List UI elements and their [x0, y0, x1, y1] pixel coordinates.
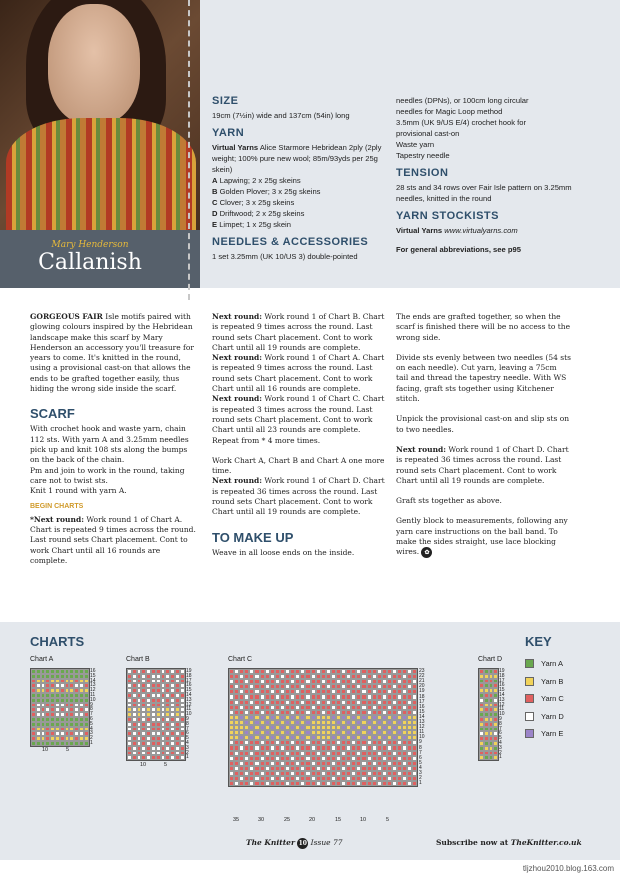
chart-a-label: Chart A — [30, 656, 54, 663]
scarf-heading: SCARF — [30, 406, 75, 422]
swatch — [525, 677, 534, 686]
row-number: 12 — [90, 687, 96, 694]
swatch — [525, 694, 534, 703]
row-number: 4 — [419, 764, 422, 771]
row-number: 14 — [90, 677, 96, 684]
column-3 — [396, 312, 571, 568]
key-heading: KEY — [525, 634, 552, 649]
row-number: 6 — [419, 754, 422, 761]
column-1 — [30, 312, 198, 576]
row-number: 12 — [499, 701, 505, 708]
row-number: 7 — [499, 725, 502, 732]
row-number: 2 — [186, 749, 189, 756]
column-number: 15 — [335, 817, 342, 823]
row-number: 6 — [186, 730, 189, 737]
chart-d-label: Chart D — [478, 656, 503, 663]
swatch — [525, 729, 534, 738]
row-number: 17 — [419, 698, 425, 705]
yarn-item: B Golden Plover; 3 x 25g skeins — [212, 187, 321, 196]
row-number: 21 — [419, 678, 425, 685]
key-item: Yarn B — [525, 673, 564, 691]
footer — [0, 838, 620, 876]
column-2 — [212, 312, 387, 568]
tension-text: 28 sts and 34 rows over Fair Isle pattern on 3.25mm needles, knitted in the round — [396, 183, 572, 203]
row-number: 1 — [499, 754, 502, 761]
row-number: 7 — [186, 725, 189, 732]
row-number: 16 — [419, 703, 425, 710]
yarn-item: C Clover; 3 x 25g skeins — [212, 198, 295, 207]
row-number: 8 — [90, 706, 93, 713]
key-item: Yarn E — [525, 725, 564, 743]
row-number: 4 — [90, 725, 93, 732]
row-number: 10 — [90, 696, 96, 703]
chart-b-grid — [126, 668, 186, 761]
make-up-para: Weave in all loose ends on the inside. — [212, 547, 355, 557]
chart-cell — [493, 755, 498, 760]
key-item: Yarn D — [525, 708, 564, 726]
work-charts-para: Work Chart A, Chart B and Chart A one more time. — [212, 455, 385, 476]
row-number: 5 — [90, 720, 93, 727]
charts-panel — [0, 622, 620, 860]
scarf-para: Knit 1 round with yarn A. — [30, 486, 127, 496]
row-number: 17 — [499, 677, 505, 684]
graft-para: Graft sts together as above. — [396, 496, 502, 506]
column-number: 5 — [386, 817, 390, 823]
swatch — [525, 712, 534, 721]
pattern-title: Callanish — [38, 250, 142, 275]
needles-line: needles (DPNs), or 100cm long circular — [396, 96, 529, 105]
row-number: 1 — [186, 754, 189, 761]
row-number: 9 — [186, 716, 189, 722]
row-number: 15 — [419, 708, 425, 715]
row-number: 9 — [90, 701, 93, 708]
make-up-heading: TO MAKE UP — [212, 529, 294, 545]
row-number: 16 — [499, 682, 505, 689]
row-number: 11 — [90, 692, 96, 698]
grafted-para: The ends are grafted together, so when the scarf is finished there will be no access to the wrong side. — [396, 312, 571, 342]
row-number: 19 — [499, 668, 505, 674]
row-number: 5 — [499, 735, 502, 742]
chart-a-grid — [30, 668, 90, 747]
row-number: 11 — [419, 729, 425, 736]
swatch — [525, 659, 534, 668]
row-number: 2 — [419, 775, 422, 782]
chart-c-grid — [228, 668, 418, 787]
row-number: 13 — [499, 696, 505, 703]
chart-cell — [412, 781, 417, 786]
chart-b-label: Chart B — [126, 656, 150, 663]
row-number: 9 — [499, 716, 502, 722]
chart-b-para: Next round: Work round 1 of Chart B. Chart is repeated 9 times across the round. Last round sets Chart placement. Cont to work Chart until all 19 rounds are complete. — [212, 312, 385, 352]
divide-para: Divide sts evenly between two needles (54 sts on each needle). Cut yarn, leaving a 75cm tail and thread the tapestry needle. With WS facing, graft sts together using Kitchener stitch. — [396, 352, 571, 404]
row-number: 10 — [499, 711, 505, 718]
column-number: 10 — [140, 762, 147, 768]
title-band — [0, 230, 200, 288]
stockists-text: Virtual Yarns www.virtualyarns.com — [396, 226, 518, 235]
row-number: 6 — [499, 730, 502, 737]
key-legend — [525, 634, 564, 743]
size-heading: SIZE — [212, 95, 239, 107]
row-number: 8 — [419, 744, 422, 751]
row-number: 15 — [499, 687, 505, 694]
scarf-para: Pm and join to work in the round, taking care not to twist sts. — [30, 465, 185, 485]
needles-text: 1 set 3.25mm (UK 10/US 3) double-pointed — [212, 252, 358, 261]
author-name: Mary Henderson — [51, 240, 129, 250]
row-number: 3 — [90, 730, 93, 737]
row-number: 1 — [419, 780, 422, 787]
needles-heading: NEEDLES & ACCESSORIES — [212, 236, 369, 248]
abbrev-note: For general abbreviations, see p95 — [396, 245, 521, 254]
stitch-divider — [188, 0, 190, 300]
needles-line: needles for Magic Loop method — [396, 107, 503, 116]
chart-cell — [84, 741, 89, 746]
row-number: 5 — [186, 735, 189, 742]
row-number: 1 — [90, 740, 93, 746]
chart-c-label: Chart C — [228, 656, 253, 663]
row-number: 12 — [419, 724, 425, 731]
chart-d-para: Next round: Work round 1 of Chart D. Chart is repeated 36 times across the round. Last round sets Chart placement. Cont to work Chart until all 19 rounds are complete. — [396, 444, 569, 485]
block-para: Gently block to measurements, following any yarn care instructions on the ball band. To make the sides straight, use lace blocking wires. ✿ — [396, 516, 568, 557]
row-number: 13 — [186, 696, 192, 703]
needles-line: Tapestry needle — [396, 151, 450, 160]
row-number: 15 — [90, 672, 96, 679]
row-number: 15 — [186, 687, 192, 694]
row-number: 7 — [90, 711, 93, 718]
watermark: tljzhou2010.blog.163.com — [522, 864, 614, 873]
begin-para: *Next round: Work round 1 of Chart A. Chart is repeated 9 times across the round. Last round sets Chart placement. Cont to work Chart until all 16 rounds are complete. — [30, 514, 196, 565]
needles-line: Waste yarn — [396, 140, 435, 149]
column-number: 35 — [233, 817, 240, 823]
row-number: 10 — [186, 711, 192, 718]
unpick-para: Unpick the provisional cast-on and slip sts on to two needles. — [396, 414, 570, 434]
key-item: Yarn A — [525, 655, 564, 673]
tension-heading: TENSION — [396, 167, 449, 179]
row-number: 13 — [419, 719, 425, 725]
row-number: 14 — [499, 692, 505, 698]
row-number: 10 — [419, 734, 425, 741]
begin-charts-heading: BEGIN CHARTS — [30, 503, 84, 511]
model-photo — [0, 0, 200, 230]
row-number: 3 — [419, 770, 422, 776]
row-number: 19 — [186, 668, 192, 674]
row-number: 18 — [186, 672, 192, 679]
row-number: 14 — [186, 692, 192, 698]
row-number: 3 — [499, 744, 502, 751]
row-number: 19 — [419, 688, 425, 695]
row-number: 4 — [186, 740, 189, 746]
column-number: 5 — [66, 747, 70, 753]
chart-a-para: Next round: Work round 1 of Chart A. Chart is repeated 9 times across the round. Last round sets Chart placement. Cont to work Chart until all 16 rounds are complete. — [212, 353, 385, 394]
end-mark-icon: ✿ — [421, 547, 432, 558]
yarn-heading: YARN — [212, 127, 245, 139]
chart-d-para: Next round: Work round 1 of Chart D. Chart is repeated 36 times across the round. Last round sets Chart placement. Cont to work Chart until all 19 rounds are complete. — [212, 476, 385, 517]
row-number: 8 — [186, 720, 189, 727]
specs-col-2 — [396, 95, 576, 255]
specs-panel — [200, 0, 620, 288]
row-number: 11 — [499, 706, 505, 713]
row-number: 23 — [419, 668, 425, 674]
column-number: 20 — [309, 817, 316, 823]
row-number: 3 — [186, 744, 189, 751]
stockists-heading: YARN STOCKISTS — [396, 210, 499, 222]
row-number: 7 — [419, 749, 422, 756]
row-number: 5 — [419, 759, 422, 766]
yarn-desc: Virtual Yarns Alice Starmore Hebridean 2ply (2ply weight; 100% pure new wool; 85m/93yds per 25g skein) — [212, 143, 382, 174]
row-number: 16 — [186, 682, 192, 689]
row-number: 6 — [90, 716, 93, 722]
needles-line: 3.5mm (UK 9/US E/4) crochet hook for — [396, 118, 526, 127]
intro-paragraph: GORGEOUS FAIR Isle motifs paired with glowing colours inspired by the Hebridean landscape make this scarf by Mary Henderson an accessory you'll treasure for years to come. It's knitted in the round, using a provisional cast-on that allows the ends to be grafted together easily, thus hiding the wrong side inside the scarf. — [30, 312, 194, 394]
column-number: 10 — [360, 817, 367, 823]
column-number: 25 — [284, 817, 291, 823]
row-number: 11 — [186, 706, 192, 713]
scarf-para: With crochet hook and waste yarn, chain 112 sts. With yarn A and 3.25mm needles pick up and knit 108 sts along the bumps on the back of the chain. — [30, 424, 189, 465]
page-number: 10 — [298, 840, 307, 847]
specs-col-1 — [212, 95, 387, 262]
row-number: 22 — [419, 673, 425, 680]
repeat-para: Repeat from * 4 more times. — [212, 435, 321, 445]
size-text: 19cm (7½in) wide and 137cm (54in) long — [212, 111, 350, 120]
needles-line: provisional cast-on — [396, 129, 460, 138]
row-number: 17 — [186, 677, 192, 684]
row-number: 20 — [419, 683, 425, 690]
row-number: 12 — [186, 701, 192, 708]
column-number: 5 — [164, 762, 168, 768]
chart-cell — [180, 755, 185, 760]
row-number: 8 — [499, 720, 502, 727]
row-number: 16 — [90, 668, 96, 674]
row-number: 2 — [499, 749, 502, 756]
yarn-item: E Limpet; 1 x 25g skein — [212, 220, 291, 229]
yarn-item: A Lapwing; 2 x 25g skeins — [212, 176, 301, 185]
row-number: 9 — [419, 739, 422, 746]
yarn-item: D Driftwood; 2 x 25g skeins — [212, 209, 305, 218]
row-number: 4 — [499, 740, 502, 746]
key-item: Yarn C — [525, 690, 564, 708]
row-number: 18 — [419, 693, 425, 700]
chart-c-para: Next round: Work round 1 of Chart C. Chart is repeated 3 times across the round. Last round sets Chart placement. Cont to work Chart until all 23 rounds are complete. — [212, 394, 385, 435]
row-number: 14 — [419, 713, 425, 720]
row-number: 18 — [499, 672, 505, 679]
magazine-credit: The Knitter 10 Issue 77 — [246, 838, 343, 847]
row-number: 13 — [90, 682, 96, 689]
column-number: 30 — [258, 817, 265, 823]
column-number: 10 — [42, 747, 49, 753]
charts-heading: CHARTS — [30, 634, 85, 649]
chart-d-grid — [478, 668, 499, 761]
subscribe-line: Subscribe now at TheKnitter.co.uk — [436, 838, 582, 847]
row-number: 2 — [90, 735, 93, 742]
